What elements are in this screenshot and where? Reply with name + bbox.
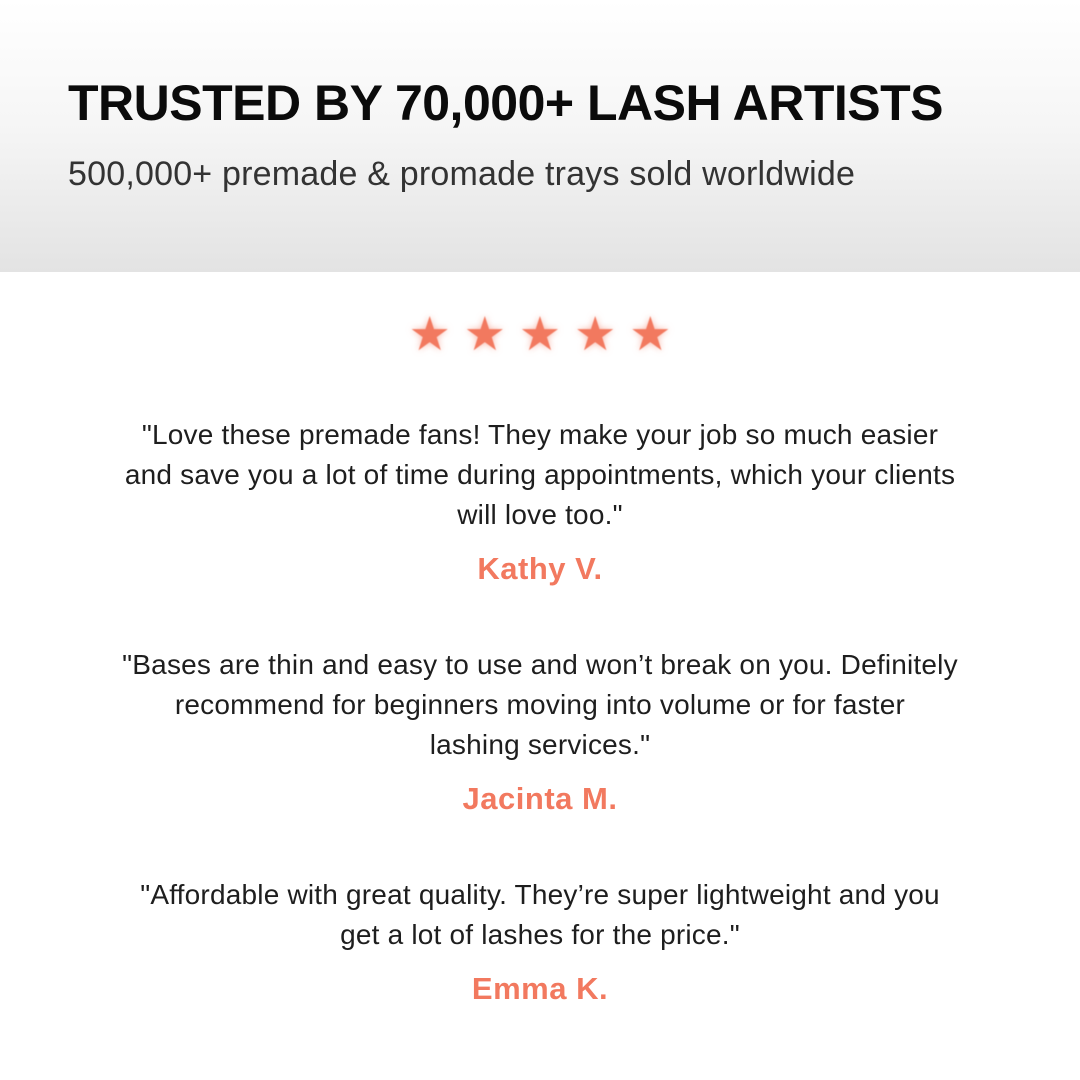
quote-line: "Affordable with great quality. They’re super lightweight and you (140, 879, 940, 910)
star-icon: ★ (518, 307, 562, 360)
testimonial-item (0, 645, 1080, 819)
quote-line: "Bases are thin and easy to use and won’t break on you. Definitely (122, 649, 958, 680)
hero-banner (0, 0, 1080, 272)
testimonial-author: Kathy V. (477, 551, 603, 586)
testimonial-item (0, 415, 1080, 589)
star-icon: ★ (408, 307, 451, 360)
quote-line: lashing services." (429, 729, 651, 760)
testimonial-item (0, 875, 1080, 1009)
hero-title: TRUSTED BY 70,000+ LASH ARTISTS (68, 75, 944, 131)
testimonial-quote (40, 645, 1040, 765)
testimonial-quote (40, 415, 1040, 535)
five-star-rating (0, 307, 1080, 360)
quote-line: will love too." (457, 499, 623, 530)
star-icon: ★ (574, 307, 617, 360)
testimonial-author: Jacinta M. (462, 781, 618, 816)
quote-line: get a lot of lashes for the price." (340, 919, 740, 950)
quote-line: "Love these premade fans! They make your job so much easier (141, 419, 939, 450)
testimonial-author: Emma K. (471, 971, 609, 1006)
quote-line: and save you a lot of time during appointments, which your clients (124, 459, 956, 490)
star-icon: ★ (463, 307, 506, 360)
hero-subtitle: 500,000+ premade & promade trays sold worldwide (68, 155, 856, 193)
star-icon: ★ (629, 307, 672, 360)
quote-line: recommend for beginners moving into volume or for faster (174, 689, 906, 720)
testimonial-quote (40, 875, 1040, 955)
